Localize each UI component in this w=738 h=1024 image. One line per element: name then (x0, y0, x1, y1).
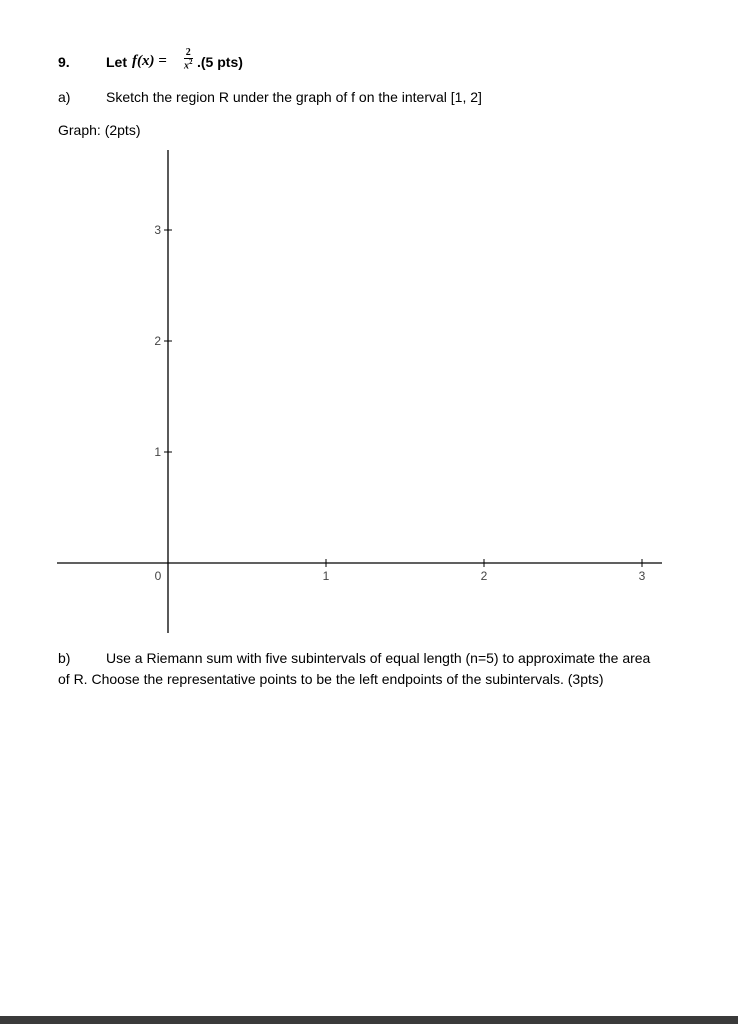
denominator-exponent: 2 (189, 58, 193, 66)
fraction-numerator: 2 (185, 47, 191, 58)
graph-label: Graph: (2pts) (58, 122, 141, 138)
denominator-variable: x (184, 60, 189, 72)
problem-number: 9. (58, 54, 70, 70)
y-ticks (154, 223, 172, 459)
part-a-text: Sketch the region R under the graph of f on the interval [1, 2] (106, 89, 482, 105)
part-a-label: a) (58, 89, 71, 105)
y-tick-label: 3 (154, 223, 161, 237)
points-label: .(5 pts) (197, 54, 243, 70)
x-tick-label: 0 (154, 569, 162, 583)
y-tick-label: 1 (154, 445, 161, 459)
function-lhs: f(x) = (132, 53, 167, 69)
x-tick-label: 1 (322, 569, 330, 583)
y-tick-label: 2 (154, 334, 161, 348)
let-text: Let (106, 54, 127, 70)
bottom-bar (0, 1016, 738, 1024)
part-b-label: b) (58, 650, 71, 666)
part-b-line2: of R. Choose the representative points to be the left endpoints of the subintervals. (3pts) (58, 671, 604, 687)
part-b-line1: Use a Riemann sum with five subintervals of equal length (n=5) to approximate the area (106, 650, 651, 666)
x-tick-label: 2 (480, 569, 488, 583)
x-tick-label: 3 (638, 569, 646, 583)
